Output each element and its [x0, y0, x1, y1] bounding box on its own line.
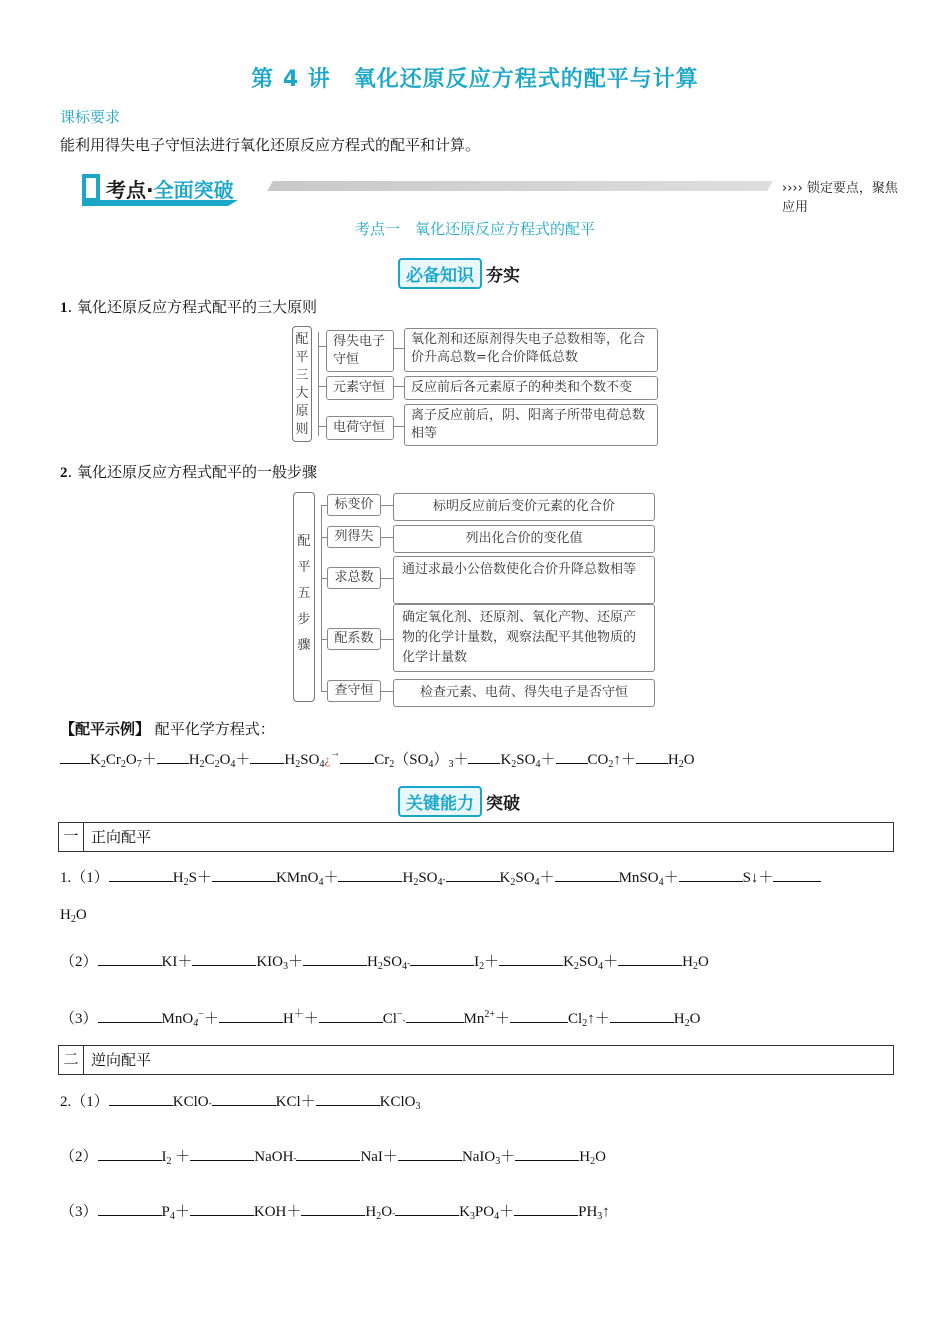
answer-blank[interactable] — [60, 749, 90, 764]
answer-blank[interactable] — [250, 749, 284, 764]
pill-key-ability: 关键能力 突破 — [398, 786, 520, 817]
heading-principles: 1. 氧化还原反应方程式配平的三大原则 — [60, 298, 318, 316]
diagram-steps — [293, 492, 659, 704]
question-1-1: 1.（1） $H_2S+$ KMnO$_4$＋ $H_2SO_4-$ $K_2SO_4+$ MnSO$_4$＋ S↓＋ — [60, 866, 821, 888]
diagram1-label: 电荷守恒 — [326, 416, 394, 440]
answer-blank[interactable] — [296, 1146, 360, 1161]
diagram2-label: 配系数 — [327, 628, 381, 650]
answer-blank[interactable] — [636, 749, 668, 764]
diagram2-root: 配 平 五 步 骤 — [293, 492, 315, 702]
answer-blank[interactable] — [98, 1146, 162, 1161]
answer-blank[interactable] — [212, 867, 276, 882]
diagram1-root: 配 平 三 大 原 则 — [292, 326, 312, 442]
answer-blank[interactable] — [190, 1201, 254, 1216]
diagram2-label: 列得失 — [327, 526, 381, 548]
diagram2-desc: 确定氧化剂、还原剂、氧化产物、还原产物的化学计量数，观察法配平其他物质的化学计量数 — [393, 604, 655, 672]
answer-blank[interactable] — [157, 749, 189, 764]
question-1-2: （2） $KI+ KIO_3+ H_2SO_4-$ $I_2+ K_2SO_4+ H_2O$ — [60, 950, 709, 972]
answer-blank[interactable] — [98, 951, 162, 966]
answer-blank[interactable] — [219, 1008, 283, 1023]
answer-blank[interactable] — [109, 867, 173, 882]
answer-blank[interactable] — [192, 951, 256, 966]
section-reverse-balancing: 二 逆向配平 — [58, 1045, 894, 1075]
curriculum-requirement: 能利用得失电子守恒法进行氧化还原反应方程式的配平和计算。 — [60, 136, 481, 154]
answer-blank[interactable] — [510, 1008, 568, 1023]
answer-blank[interactable] — [618, 951, 682, 966]
answer-blank[interactable] — [515, 1146, 579, 1161]
answer-blank[interactable] — [410, 951, 474, 966]
answer-blank[interactable] — [301, 1201, 365, 1216]
pill-essential-knowledge: 必备知识 夯实 — [398, 258, 520, 289]
diagram2-label: 标变价 — [327, 494, 381, 516]
question-2-1: 2.（1） KClO- KCl＋ KClO$_3$ — [60, 1090, 420, 1112]
diagram2-desc: 通过求最小公倍数使化合价升降总数相等 — [393, 556, 655, 604]
page-title: 第 4 讲 氧化还原反应方程式的配平与计算 — [251, 67, 699, 92]
answer-blank[interactable] — [446, 867, 500, 882]
diagram1-label: 得失电子守恒 — [326, 330, 394, 372]
answer-blank[interactable] — [398, 1146, 462, 1161]
answer-blank[interactable] — [556, 749, 588, 764]
answer-blank[interactable] — [406, 1008, 464, 1023]
section-banner — [78, 170, 898, 215]
banner-bar — [267, 181, 773, 191]
answer-blank[interactable] — [555, 867, 619, 882]
heading-steps: 2. 氧化还原反应方程式配平的一般步骤 — [60, 463, 318, 481]
answer-blank[interactable] — [395, 1201, 459, 1216]
example-equation: $K_2Cr_2O_7+ H_2C_2O_4+$ $H_2SO_4¿^\to$ $Cr_2(SO_4)_3+ K_2SO_4+$ $CO_2↑+ H_2O$ — [60, 748, 695, 770]
answer-blank[interactable] — [468, 749, 500, 764]
question-1-1-cont: $H_2O$ — [60, 907, 87, 925]
answer-blank[interactable] — [610, 1008, 674, 1023]
answer-blank[interactable] — [190, 1146, 254, 1161]
answer-blank[interactable] — [303, 951, 367, 966]
diagram2-label: 查守恒 — [327, 680, 381, 702]
question-2-2: （2） $I_2$ ＋ NaOH- NaI＋ NaIO$_3$＋ $H_2O$ — [60, 1145, 606, 1167]
diagram2-desc: 列出化合价的变化值 — [393, 525, 655, 553]
answer-blank[interactable] — [514, 1201, 578, 1216]
diagram1-desc: 氧化剂和还原剂得失电子总数相等，化合价升高总数=化合价降低总数 — [404, 328, 658, 372]
kaodian-heading: 考点一 氧化还原反应方程式的配平 — [354, 220, 595, 238]
diagram2-desc: 标明反应前后变价元素的化合价 — [393, 493, 655, 521]
diagram1-desc: 离子反应前后，阴、阳离子所带电荷总数相等 — [404, 404, 658, 446]
diagram1-desc: 反应前后各元素原子的种类和个数不变 — [404, 376, 658, 400]
answer-blank[interactable] — [98, 1008, 162, 1023]
answer-blank[interactable] — [338, 867, 402, 882]
answer-blank[interactable] — [212, 1091, 276, 1106]
diagram-principles — [292, 326, 660, 444]
diagram1-label: 元素守恒 — [326, 376, 394, 400]
answer-blank[interactable] — [499, 951, 563, 966]
curriculum-label: 课标要求 — [60, 108, 121, 126]
question-2-3: （3） $P_4+ KOH+ H_2O-$ $K_3PO_4+$ $PH_3↑$ — [60, 1200, 610, 1222]
answer-blank[interactable] — [773, 867, 821, 882]
answer-blank[interactable] — [679, 867, 743, 882]
banner-title: 考点·全面突破 — [106, 178, 234, 202]
answer-blank[interactable] — [340, 749, 374, 764]
answer-blank[interactable] — [98, 1201, 162, 1216]
answer-blank[interactable] — [316, 1091, 380, 1106]
section-forward-balancing: 一 正向配平 — [58, 822, 894, 852]
question-1-3: （3） MnO$_4$−＋ H＋＋ Cl−- $Mn^{2+}+$ $Cl_2↑+ H_2O$ — [60, 1009, 701, 1029]
example-heading: 【配平示例】 配平化学方程式： — [60, 720, 275, 738]
answer-blank[interactable] — [319, 1008, 383, 1023]
answer-blank[interactable] — [109, 1091, 173, 1106]
diagram2-label: 求总数 — [327, 567, 381, 589]
banner-tag: ›››› 锁定要点，聚焦应用 — [782, 181, 898, 215]
diagram2-desc: 检查元素、电荷、得失电子是否守恒 — [393, 679, 655, 707]
